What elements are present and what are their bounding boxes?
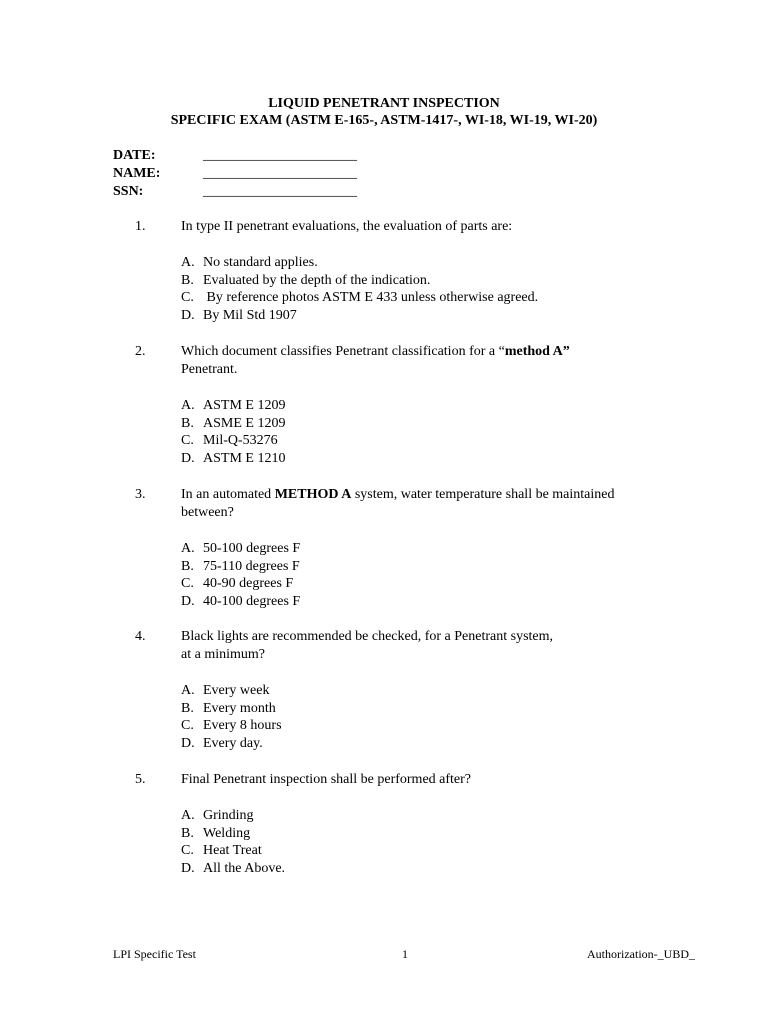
answer-option — [181, 558, 300, 576]
option-text: Every day. — [203, 735, 263, 751]
option-text: Mil-Q-53276 — [203, 433, 278, 449]
option-text: ASME E 1209 — [203, 415, 286, 431]
option-letter: D. — [181, 860, 195, 876]
answer-option — [181, 825, 285, 843]
question-text-end: system, water temperature shall be maintained between? — [181, 487, 615, 520]
option-letter: B. — [181, 700, 194, 716]
question-number: 3. — [135, 487, 146, 502]
question-number: 4. — [135, 629, 146, 644]
answer-options — [181, 540, 300, 610]
option-text: Welding — [203, 825, 251, 841]
option-letter: C. — [181, 290, 194, 306]
question-text — [181, 486, 656, 522]
answer-option — [181, 700, 282, 718]
option-text: All the Above. — [203, 860, 286, 876]
answer-option — [181, 307, 538, 325]
option-text: 50-100 degrees F — [203, 541, 301, 556]
question-text-start: Which document classifies Penetrant classification for a “ — [181, 344, 505, 359]
option-letter: A. — [181, 683, 195, 698]
option-letter: A. — [181, 808, 195, 823]
document-title: LIQUID PENETRANT INSPECTION — [268, 96, 500, 111]
option-letter: C. — [181, 843, 194, 859]
option-text: Every month — [203, 700, 276, 716]
question-text-end: Penetrant. — [181, 362, 238, 377]
footer-page-number: 1 — [402, 947, 408, 961]
date-label: DATE: — [113, 148, 156, 163]
answer-option — [181, 807, 285, 825]
option-letter: B. — [181, 272, 194, 288]
option-letter: A. — [181, 398, 195, 413]
answer-option — [181, 717, 282, 735]
option-letter: D. — [181, 735, 195, 751]
option-letter: C. — [181, 576, 194, 592]
answer-options — [181, 254, 538, 324]
answer-option — [181, 593, 300, 611]
option-text: Every 8 hours — [203, 718, 282, 734]
option-text: No standard applies. — [203, 255, 318, 270]
option-letter: B. — [181, 558, 194, 574]
question-text-emphasis: METHOD A — [274, 487, 352, 502]
ssn-blank: ______________________ — [203, 184, 357, 199]
footer-authorization: Authorization-_UBD_ — [587, 947, 695, 961]
name-blank: ______________________ — [203, 166, 357, 181]
option-text: 75-110 degrees F — [203, 558, 300, 574]
answer-options — [181, 807, 285, 877]
option-letter: A. — [181, 255, 195, 270]
option-text: Evaluated by the depth of the indication. — [203, 272, 431, 288]
answer-option — [181, 397, 285, 415]
document-subtitle: SPECIFIC EXAM (ASTM E-165-, ASTM-1417-, WI-18, WI-19, WI-20) — [170, 113, 598, 128]
answer-option — [181, 682, 282, 700]
answer-option — [181, 842, 285, 860]
answer-option — [181, 415, 285, 433]
question-text — [181, 628, 661, 664]
option-text: 40-90 degrees F — [203, 576, 294, 592]
question-text-line2: at a minimum? — [181, 647, 265, 662]
date-blank: ______________________ — [203, 148, 357, 163]
option-text: 40-100 degrees F — [203, 593, 301, 609]
question-text — [181, 343, 661, 379]
answer-option — [181, 450, 285, 468]
question-number: 5. — [135, 772, 146, 787]
name-label: NAME: — [113, 166, 161, 181]
answer-option — [181, 272, 538, 290]
option-letter: D. — [181, 307, 195, 323]
option-letter: B. — [181, 825, 194, 841]
question-number: 2. — [135, 344, 146, 359]
option-letter: C. — [181, 718, 194, 734]
answer-option — [181, 289, 538, 307]
option-text: By reference photos ASTM E 433 unless otherwise agreed. — [203, 290, 539, 306]
answer-option — [181, 860, 285, 878]
answer-option — [181, 540, 300, 558]
question-text: Final Penetrant inspection shall be performed after? — [181, 772, 472, 787]
option-letter: C. — [181, 433, 194, 449]
option-text: By Mil Std 1907 — [203, 307, 297, 323]
option-text: Every week — [203, 683, 270, 698]
option-text: Grinding — [203, 808, 254, 823]
option-letter: B. — [181, 415, 194, 431]
option-text: Heat Treat — [203, 843, 262, 859]
answer-options — [181, 682, 282, 752]
question-text-line1: Black lights are recommended be checked, for a Penetrant system, — [181, 629, 554, 644]
answer-option — [181, 575, 300, 593]
question-text-emphasis: method A” — [504, 344, 570, 359]
answer-option — [181, 432, 285, 450]
option-letter: D. — [181, 450, 195, 466]
question-text-start: In an automated — [181, 487, 275, 502]
ssn-label: SSN: — [113, 184, 144, 199]
footer-document-name: LPI Specific Test — [113, 947, 196, 961]
option-letter: D. — [181, 593, 195, 609]
answer-option — [181, 735, 282, 753]
question-number: 1. — [135, 219, 146, 234]
answer-options — [181, 397, 285, 467]
answer-option — [181, 254, 538, 272]
option-text: ASTM E 1210 — [203, 450, 286, 466]
option-text: ASTM E 1209 — [203, 398, 286, 413]
question-text: In type II penetrant evaluations, the evaluation of parts are: — [181, 219, 513, 234]
option-letter: A. — [181, 541, 195, 556]
